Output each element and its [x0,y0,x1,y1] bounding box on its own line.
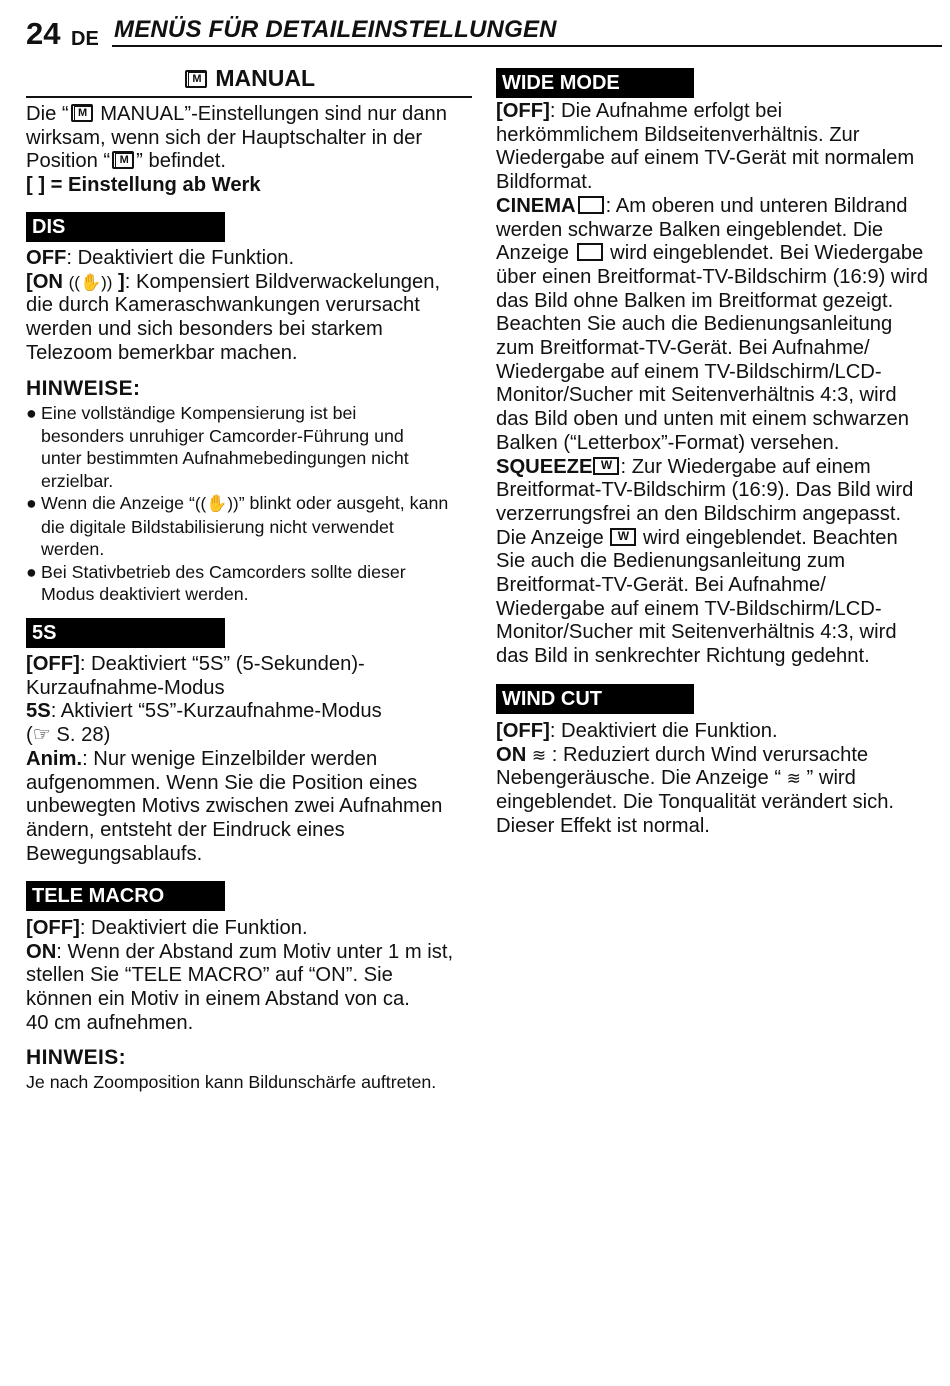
squeeze-term: SQUEEZE [496,455,593,478]
language-code: DE [71,28,99,50]
section-title: MENÜS FÜR DETAILEINSTELLUNGEN [114,16,557,43]
wind-off-term: [OFF] [496,720,550,742]
note-item [26,492,476,561]
dis-label-bar: DIS [26,212,225,242]
manual-heading [26,63,472,98]
wide-line: das Bild in senkrechter Richtung gedehnt. [496,645,870,668]
wide-line: verzerrungsfrei an den Bildschirm angepasst. [496,502,902,525]
anim-line: Bewegungsablaufs. [26,842,203,865]
intro-line: wirksam, wenn sich der Hauptschalter in der [26,126,423,149]
bullet-icon: ● [26,493,37,513]
note-line: werden. [41,539,105,559]
tele-macro-on-term: ON [26,940,57,963]
wind-icon: ≋ [531,745,547,765]
bullet-icon: ● [26,403,37,423]
wind-line: Dieser Effekt ist normal. [496,814,710,837]
wind-text: ” wird [800,767,856,790]
wind-cut-label-bar: WIND CUT [496,684,694,714]
manual-switch-icon [112,151,134,169]
wide-line: Breitformat-TV-Bildschirm (16:9). Das Bild wird [496,479,914,502]
anim-line: ändern, entsteht der Eindruck eines [26,818,345,841]
wide-line: Breitformat-TV-Gerät. Bei Aufnahme/ [496,574,826,597]
wide-line: Beachten Sie auch die Bedienungsanleitung [496,313,893,336]
wide-line: Wiedergabe auf einem TV-Gerät mit normalem [496,147,915,170]
wide-line: zum Breitformat-TV-Gerät. Bei Aufnahme/ [496,337,870,360]
manual-intro [26,103,447,198]
wide-line: Wiedergabe auf einem TV-Bildschirm/LCD- [496,360,882,383]
note-line: die digitale Bildstabilisierung nicht verwendet [41,516,394,537]
wide-line: Monitor/Sucher mit Seitenverhältnis 4:3, wird [496,621,897,644]
note-line: Bei Stativbetrieb des Camcorders sollte dieser [41,561,406,582]
cinema-term: CINEMA [496,194,576,217]
wide-line: Balken (“Letterbox”-Format) versehen. [496,431,840,454]
anim-line: aufgenommen. Wenn Sie die Position eines [26,771,418,794]
five-s-term: 5S [26,700,51,723]
note-item [26,561,476,606]
manual-mode-icon [71,104,93,122]
tele-macro-off-term: [OFF] [26,917,80,939]
page-reference: (☞ S. 28) [26,724,111,747]
five-s-label-bar: 5S [26,618,225,648]
dis-line: werden und sich besonders bei starkem [26,318,383,341]
tele-macro-line: stellen Sie “TELE MACRO” auf “ON”. Sie [26,964,393,987]
dis-on-term: [ON [26,270,69,293]
cinema-text: : Am oberen und unteren Bildrand [605,194,908,217]
squeeze-icon [610,528,636,546]
cinema-icon [578,196,604,214]
wide-line: Monitor/Sucher mit Seitenverhältnis 4:3, wird [496,384,897,407]
note-line: erzielbar. [41,470,114,491]
note-heading: HINWEIS: [26,1046,127,1069]
wide-mode-description [496,100,928,669]
tele-macro-description [26,917,453,1036]
note-text: Je nach Zoomposition kann Bildunschärfe auftreten. [26,1072,437,1092]
intro-text: MANUAL”-Einstellungen sind nur dann [94,103,447,125]
notes-heading: HINWEISE: [26,377,141,400]
squeeze-text: : Zur Wiedergabe auf einem [620,455,871,478]
note-text: ” blinkt oder ausgeht, kann [238,493,449,513]
wind-cut-description [496,720,894,839]
note-line: besonders unruhiger Camcorder-Führung und [41,425,404,446]
manual-heading-text: MANUAL [215,65,316,91]
wide-off-term: [OFF] [496,100,550,122]
wind-line: eingeblendet. Die Tonqualität verändert sich. [496,791,895,814]
tele-macro-label-bar: TELE MACRO [26,881,225,911]
anim-line: unbewegten Motivs zwischen zwei Aufnahmen [26,795,443,818]
note-line: unter bestimmten Aufnahmebedingungen nicht [41,448,409,468]
page-header [26,14,942,54]
intro-text: Position “ [26,150,111,173]
five-s-text: : Aktiviert “5S”-Kurzaufnahme-Modus [50,700,382,723]
wide-line: Sie auch die Bedienungsanleitung zum [496,550,846,573]
note-item [26,402,476,492]
tele-macro-on-text: : Wenn der Abstand zum Motiv unter 1 m ist, [56,940,454,963]
wide-line: werden schwarze Balken eingeblendet. Die [496,218,884,241]
dis-on-text: : Kompensiert Bildverwackelungen, [124,270,441,293]
wind-on-term: ON [496,743,532,766]
wide-text: wird eingeblendet. Beachten [637,526,898,549]
factory-default-legend: [ ] = Einstellung ab Werk [26,174,261,197]
stabilizer-hand-icon: ((✋)) [68,272,113,292]
wide-line: Bildformat. [496,171,593,194]
wide-line: herkömmlichem Bildseitenverhältnis. Zur [496,123,860,146]
five-s-line: Kurzaufnahme-Modus [26,676,225,699]
wide-line: Wiedergabe auf einem TV-Bildschirm/LCD- [496,597,882,620]
intro-text: ” befindet. [136,150,226,173]
manual-mode-icon [185,70,207,88]
tele-macro-line: können ein Motiv in einem Abstand von ca. [26,988,410,1011]
wind-text: Nebengeräusche. Die Anzeige “ [496,767,787,790]
note-text: Wenn die Anzeige “ [41,493,195,513]
page-number: 24 [26,16,61,51]
five-s-description [26,653,442,866]
five-s-off-term: [OFF] [26,653,80,675]
wind-off-text: : Deaktiviert die Funktion. [549,720,778,742]
wind-icon: ≋ [786,769,801,789]
squeeze-icon [593,457,619,475]
note-line: Eine vollständige Kompensierung ist bei [41,403,357,423]
anim-term: Anim. [26,747,83,770]
wide-text: Anzeige [496,242,575,265]
header-rule [112,45,942,47]
tele-macro-line: 40 cm aufnehmen. [26,1011,194,1034]
dis-line: die durch Kameraschwankungen verursacht [26,294,420,317]
stabilizer-hand-icon: ((✋)) [194,494,239,513]
five-s-off-text: : Deaktiviert “5S” (5-Sekunden)- [79,653,365,675]
tele-macro-off-text: : Deaktiviert die Funktion. [79,917,308,939]
wide-line: das Bild oben und unten mit einem schwarzen [496,408,909,431]
wind-on-text: : Reduziert durch Wind verursachte [546,743,869,766]
dis-off-term: OFF [26,247,67,269]
bullet-icon: ● [26,561,37,582]
dis-line: Telezoom bemerkbar machen. [26,341,298,364]
dis-on-term-end: ] [112,270,125,293]
note-line: Modus deaktiviert werden. [41,584,249,604]
wide-line: das Bild ohne Balken im Breitformat gezeigt. [496,289,894,312]
wide-text: wird eingeblendet. Bei Wiedergabe [604,242,924,265]
cinema-icon [577,243,603,261]
wide-mode-label-bar: WIDE MODE [496,68,694,98]
intro-text: Die “ [26,103,69,125]
notes-list [26,402,476,606]
anim-text: : Nur wenige Einzelbilder werden [82,747,378,770]
wide-off-text: : Die Aufnahme erfolgt bei [549,100,783,122]
wide-text: Die Anzeige [496,526,610,549]
dis-off-text: : Deaktiviert die Funktion. [66,247,295,269]
dis-description [26,247,440,366]
wide-line: über einen Breitformat-TV-Bildschirm (16:9) wird [496,265,928,288]
